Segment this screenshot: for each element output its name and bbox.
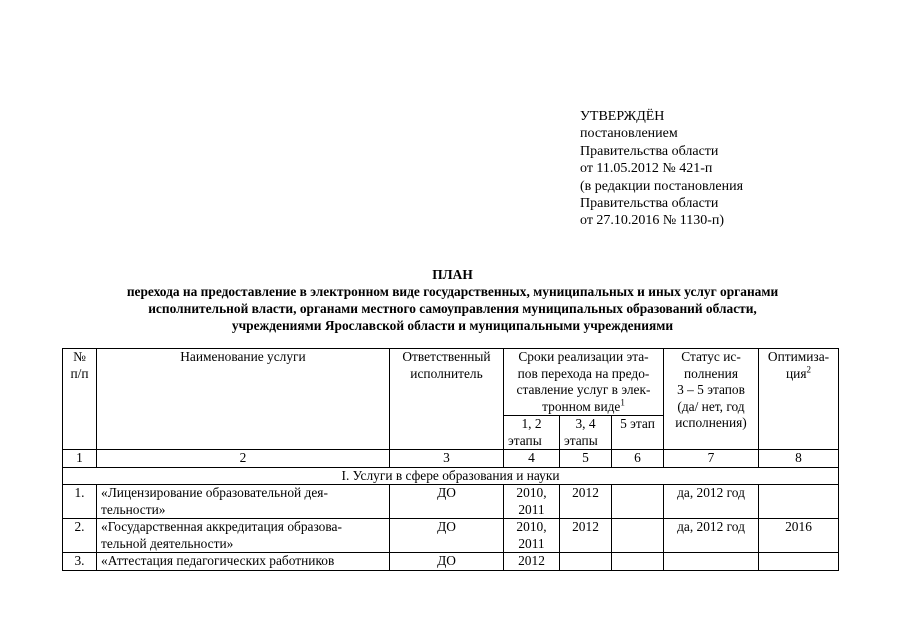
row-optim [759, 553, 839, 571]
row-stage12-line: 2010, [516, 519, 547, 534]
header-stage12 [504, 416, 560, 450]
header-stage12-line: этапы [508, 432, 542, 448]
header-name: Наименование услуги [97, 349, 390, 450]
column-number: 4 [504, 450, 560, 468]
header-num-line: п/п [70, 365, 89, 381]
header-num-line: № [73, 349, 86, 364]
header-stage5: 5 этап [612, 416, 664, 450]
table-row [63, 485, 839, 519]
header-executor-line: исполнитель [410, 365, 483, 381]
approval-stamp [580, 108, 743, 230]
approval-line: от 11.05.2012 № 421-п [580, 161, 713, 177]
header-stage34-line: этапы [564, 432, 598, 448]
header-terms-line: Сроки реализации эта- [518, 349, 649, 364]
column-number: 8 [759, 450, 839, 468]
column-number: 7 [664, 450, 759, 468]
approval-line: (в редакции постановления [580, 178, 744, 194]
section-title: I. Услуги в сфере образования и науки [63, 467, 839, 485]
header-stage12-line: 1, 2 [521, 416, 542, 431]
row-num: 1. [63, 485, 97, 519]
section-row [63, 467, 839, 485]
header-executor-line: Ответственный [402, 349, 491, 364]
header-optim-line: ция [786, 365, 807, 381]
row-stage5 [612, 485, 664, 519]
row-optim: 2016 [759, 519, 839, 553]
header-optim-line: Оптимиза- [767, 349, 830, 364]
header-terms-line: тронном виде [542, 398, 621, 414]
row-executor: ДО [390, 519, 504, 553]
header-status-line: полнения [684, 365, 738, 381]
row-stage34: 2012 [560, 519, 612, 553]
header-status-line: исполнения) [675, 415, 747, 430]
header-terms-line: ставление услуг в элек- [516, 382, 651, 397]
header-status [664, 349, 759, 450]
row-stage12-line: 2012 [518, 553, 545, 568]
row-service-name-line: «Государственная аккредитация образова- [101, 519, 342, 534]
approval-line: Правительства области [580, 143, 719, 159]
row-stage12-line: 2011 [518, 535, 545, 551]
row-service-name-line: «Лицензирование образовательной дея- [101, 485, 328, 500]
column-number: 3 [390, 450, 504, 468]
row-stage12-line: 2011 [518, 501, 545, 517]
row-status [664, 553, 759, 571]
approval-line: от 27.10.2016 № 1130-п) [580, 213, 725, 229]
header-terms [504, 349, 664, 416]
column-number: 5 [560, 450, 612, 468]
row-service-name-line: «Аттестация педагогических работников [101, 553, 335, 568]
row-status: да, 2012 год [664, 485, 759, 519]
row-service-name [97, 519, 390, 553]
row-num: 2. [63, 519, 97, 553]
header-optim [759, 349, 839, 450]
row-stage12 [504, 553, 560, 571]
row-stage12 [504, 485, 560, 519]
column-number: 6 [612, 450, 664, 468]
row-service-name-line: тельности» [101, 501, 166, 517]
header-terms-line: пов перехода на предо- [517, 365, 650, 381]
row-stage34 [560, 553, 612, 571]
row-stage34: 2012 [560, 485, 612, 519]
plan-table [62, 348, 839, 571]
row-service-name [97, 553, 390, 571]
row-stage12-line: 2010, [516, 485, 547, 500]
row-status: да, 2012 год [664, 519, 759, 553]
footnote-marker: 1 [620, 397, 625, 408]
row-executor: ДО [390, 553, 504, 571]
row-stage5 [612, 519, 664, 553]
header-stage34-line: 3, 4 [575, 416, 596, 431]
header-status-line: 3 – 5 этапов [677, 382, 745, 397]
row-stage5 [612, 553, 664, 571]
row-optim [759, 485, 839, 519]
title-line: учреждениями Ярославской области и муниципальными учреждениями [231, 318, 674, 333]
row-executor: ДО [390, 485, 504, 519]
approval-line: Правительства области [580, 196, 719, 212]
row-service-name [97, 485, 390, 519]
row-stage12 [504, 519, 560, 553]
header-row [63, 349, 839, 416]
header-executor [390, 349, 504, 450]
title-line: перехода на предоставление в электронном виде государственных, муниципальных и иных услуг органами [126, 284, 779, 299]
document-title [60, 266, 845, 334]
column-number: 1 [63, 450, 97, 468]
column-number-row [63, 450, 839, 468]
approval-line: УТВЕРЖДЁН [580, 109, 665, 124]
table-row [63, 519, 839, 553]
footnote-marker: 2 [806, 364, 811, 375]
header-status-line: (да/ нет, год [677, 398, 745, 414]
title-heading: ПЛАН [432, 267, 473, 282]
table-row [63, 553, 839, 571]
row-service-name-line: тельной деятельности» [101, 535, 234, 551]
column-number: 2 [97, 450, 390, 468]
header-stage34 [560, 416, 612, 450]
approval-line: постановлением [580, 126, 678, 142]
header-num [63, 349, 97, 450]
row-num: 3. [63, 553, 97, 571]
title-line: исполнительной власти, органами местного самоуправления муниципальных образований области, [148, 301, 757, 316]
header-status-line: Статус ис- [681, 349, 741, 364]
